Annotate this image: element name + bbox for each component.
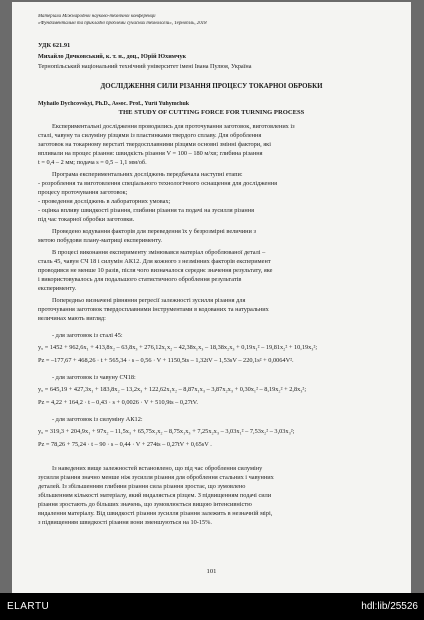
- regression-natural-silumin: Pz = 78,26 + 75,24 · t – 90 · s – 0,44 · V + 274ts – 0,27tV + 0,65sV .: [38, 441, 212, 448]
- formula-heading-cast-iron: - для заготовок із чавуну СЧ18:: [52, 374, 136, 381]
- regression-natural-steel: Pz = –177,67 + 468,26 · t + 565,34 · s – 0,56 · V + 1150,5ts – 1,32tV – 1,53sV – 220,1s² + 0,0064V².: [38, 357, 294, 364]
- text-line: збільшенням кількості матеріалу, який видаляється різцем. З підвищенням подачі сили: [38, 492, 272, 499]
- text-line: t = 0,4 – 2 мм; подача s = 0,5 – 1,1 мм/об.: [38, 159, 147, 166]
- text-line: Із наведених вище залежностей встановлено, що під час оброблення силуміну: [52, 465, 263, 472]
- text-line: з підвищенням швидкості різання вони зменшуються на 10-15%.: [38, 519, 212, 526]
- text-line: різання зростають до більших значень, що зумовлюється вищою інтенсивністю: [38, 501, 252, 508]
- regression-natural-cast-iron: Pz = 4,22 + 164,2 · t – 0,43 · s + 0,0026 · V + 510,9ts – 0,27tV.: [38, 399, 198, 406]
- text-line: впливали на процес різання: швидкість різання V = 100 – 180 м/хв; глибина різання: [38, 150, 263, 157]
- text-line: Програма експериментальних досліджень передбачала наступні етапи:: [52, 171, 243, 178]
- text-line: проточування заготовок твердосплавними інструментами в кодованих та натуральних: [38, 306, 269, 313]
- text-line: сталі, чавуну та силуміну різцями із пластинками твердого сплаву. Для оброблення: [38, 132, 262, 139]
- formula-heading-steel: - для заготовок із сталі 45:: [52, 332, 123, 339]
- regression-coded-silumin: yᵤ = 319,3 + 204,9x₁ + 97x₂ – 11,5x₃ + 65,75x₁x₂ – 8,75x₁x₃ + 7,25x₂x₃ – 3,03x₁² – 7,53x₂² – 3,03x₃²;: [38, 428, 295, 435]
- text-line: і використовувалось для подальшого статистичного оброблення результатів: [38, 276, 242, 283]
- authors-en: Myhailo Dychcovskyi, Ph.D., Assoc. Prof., Yurii Yuhymchuk: [38, 101, 190, 107]
- text-line: Експериментальні дослідження проводились для проточування заготовок, виготовлених із: [52, 123, 295, 130]
- title-ua: ДОСЛІДЖЕННЯ СИЛИ РІЗАННЯ ПРОЦЕСУ ТОКАРНОЇ ОБРОБКИ: [100, 83, 323, 90]
- text-line: В процесі виконання експерименту змінювався матеріал оброблюваної деталі –: [52, 249, 266, 256]
- text-line: деталей. Із збільшенням глибини різання сила різання зростає, що зумовлено: [38, 483, 246, 490]
- text-line: заготовок на токарному верстаті твердосплавними різцями основні змінні фактори, які: [38, 141, 271, 148]
- text-line: - розроблення та виготовлення спеціального технологічного оснащення для дослідження: [38, 180, 277, 187]
- conference-header-line-1: Матеріали Міжнародної науково-технічної конференції: [38, 14, 156, 19]
- formula-heading-silumin: - для заготовок із силуміну АК12:: [52, 416, 143, 423]
- text-line: величинах мають вигляд:: [38, 315, 106, 322]
- text-line: сталь 45, чавун СЧ 18 і силумін АК12. Для кожного з незмінних факторів експеримент: [38, 258, 271, 265]
- handle-id: hdl:lib/25526: [361, 601, 418, 612]
- title-en: THE STUDY OF CUTTING FORCE FOR TURNING PROCESS: [118, 109, 305, 116]
- regression-coded-steel: yᵤ = 1452 + 962,6x₁ + 413,8x₂ – 63,8x₃ + 276,12x₁x₂ – 42,38x₁x₃ – 18,38x₂x₃ + 0,19x₁² – 19,81x₂² + 10,19x₃²;: [38, 344, 318, 351]
- affiliation: Тернопільський національний технічний університет імені Івана Пулюя, Україна: [38, 63, 252, 70]
- text-line: під час токарної обробки заготовки.: [38, 216, 135, 223]
- text-line: видалення матеріалу. Від швидкості різання зусилля різання залежить в незначній мірі,: [38, 510, 273, 517]
- repository-footer: [0, 593, 424, 620]
- text-line: Проведено кодування факторів для переведення їх у безрозмірні величини з: [52, 228, 256, 235]
- regression-coded-cast-iron: yᵤ = 645,19 + 427,3x₁ + 183,8x₂ – 13,2x₃ + 122,62x₁x₂ – 8,87x₁x₃ – 3,87x₂x₃ + 0,30x₁² – 8,19x₂² + 2,8x₃²;: [38, 386, 307, 393]
- text-line: Попередньо визначені рівняння регресії залежності зусилля різання для: [52, 297, 246, 304]
- text-line: - оцінка впливу швидкості різання, глибини різання та подачі на зусилля різання: [38, 207, 255, 214]
- text-line: зусилля різання значно менше ніж зусилля різання для оброблення стальних і чавунних: [38, 474, 274, 481]
- conference-header-line-2: «Фундаментальні та прикладні проблеми сучасних технологій», Тернопіль, 2018: [38, 21, 207, 26]
- udk-code: УДК 621.91: [38, 42, 71, 49]
- repository-name: ELARTU: [7, 601, 50, 612]
- document-page: [12, 2, 411, 593]
- authors-ua: Михайло Дячковський, к. т. н., доц., Юрій Юхимчук: [38, 53, 187, 60]
- text-line: експерименту.: [38, 285, 77, 292]
- text-line: - проведення досліджень в лабораторних умовах;: [38, 198, 171, 205]
- text-line: проводився не менше 10 разів, після чого визначалося середнє значення результату, яке: [38, 267, 273, 274]
- text-line: процесу проточування заготовок;: [38, 189, 128, 196]
- page-number: 101: [206, 568, 217, 575]
- text-line: метою побудови плану-матриці експерименту.: [38, 237, 162, 244]
